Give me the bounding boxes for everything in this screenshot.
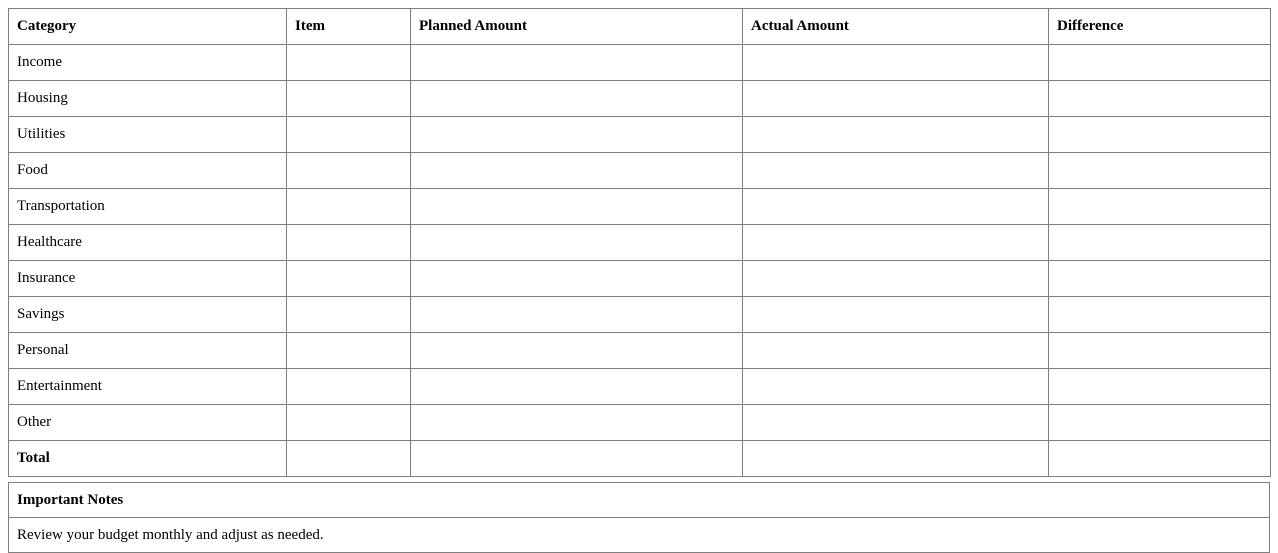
table-row	[9, 369, 1271, 405]
table-row	[9, 297, 1271, 333]
cell-category: Utilities	[9, 117, 287, 153]
cell-actual-amount[interactable]	[743, 153, 1049, 189]
cell-item[interactable]	[287, 153, 411, 189]
cell-item[interactable]	[287, 81, 411, 117]
table-row	[9, 45, 1271, 81]
cell-actual-amount[interactable]	[743, 297, 1049, 333]
cell-difference[interactable]	[1049, 189, 1271, 225]
table-row	[9, 261, 1271, 297]
cell-actual-amount[interactable]	[743, 369, 1049, 405]
total-row	[9, 441, 1271, 477]
cell-actual-amount[interactable]	[743, 189, 1049, 225]
header-actual-amount: Actual Amount	[743, 9, 1049, 45]
cell-planned-amount[interactable]	[411, 333, 743, 369]
cell-category: Personal	[9, 333, 287, 369]
cell-category: Healthcare	[9, 225, 287, 261]
cell-category: Entertainment	[9, 369, 287, 405]
budget-header-row	[9, 9, 1271, 45]
table-row	[9, 81, 1271, 117]
cell-planned-amount[interactable]	[411, 45, 743, 81]
cell-item[interactable]	[287, 117, 411, 153]
cell-planned-amount[interactable]	[411, 117, 743, 153]
cell-actual-amount[interactable]	[743, 225, 1049, 261]
table-row	[9, 333, 1271, 369]
notes-body-row	[9, 518, 1270, 553]
cell-actual-amount[interactable]	[743, 261, 1049, 297]
cell-difference[interactable]	[1049, 261, 1271, 297]
cell-item[interactable]	[287, 189, 411, 225]
total-difference[interactable]	[1049, 441, 1271, 477]
cell-difference[interactable]	[1049, 297, 1271, 333]
header-difference: Difference	[1049, 9, 1271, 45]
cell-planned-amount[interactable]	[411, 189, 743, 225]
cell-category: Other	[9, 405, 287, 441]
cell-item[interactable]	[287, 45, 411, 81]
cell-planned-amount[interactable]	[411, 405, 743, 441]
cell-category: Savings	[9, 297, 287, 333]
cell-planned-amount[interactable]	[411, 369, 743, 405]
cell-actual-amount[interactable]	[743, 405, 1049, 441]
table-row	[9, 153, 1271, 189]
cell-item[interactable]	[287, 297, 411, 333]
cell-category: Income	[9, 45, 287, 81]
cell-actual-amount[interactable]	[743, 45, 1049, 81]
header-planned-amount: Planned Amount	[411, 9, 743, 45]
cell-category: Food	[9, 153, 287, 189]
cell-difference[interactable]	[1049, 369, 1271, 405]
cell-planned-amount[interactable]	[411, 81, 743, 117]
cell-planned-amount[interactable]	[411, 153, 743, 189]
cell-planned-amount[interactable]	[411, 225, 743, 261]
notes-title: Important Notes	[9, 483, 1270, 518]
cell-actual-amount[interactable]	[743, 117, 1049, 153]
table-row	[9, 225, 1271, 261]
cell-category: Housing	[9, 81, 287, 117]
total-actual-amount[interactable]	[743, 441, 1049, 477]
cell-difference[interactable]	[1049, 117, 1271, 153]
cell-category: Insurance	[9, 261, 287, 297]
cell-actual-amount[interactable]	[743, 333, 1049, 369]
cell-item[interactable]	[287, 261, 411, 297]
table-row	[9, 405, 1271, 441]
cell-difference[interactable]	[1049, 225, 1271, 261]
cell-item[interactable]	[287, 333, 411, 369]
total-planned-amount[interactable]	[411, 441, 743, 477]
cell-item[interactable]	[287, 225, 411, 261]
notes-table	[8, 482, 1270, 553]
total-item[interactable]	[287, 441, 411, 477]
total-category: Total	[9, 441, 287, 477]
header-category: Category	[9, 9, 287, 45]
table-row	[9, 117, 1271, 153]
notes-header-row	[9, 483, 1270, 518]
notes-text: Review your budget monthly and adjust as needed.	[9, 518, 1270, 553]
header-item: Item	[287, 9, 411, 45]
table-row	[9, 189, 1271, 225]
cell-difference[interactable]	[1049, 81, 1271, 117]
cell-item[interactable]	[287, 405, 411, 441]
cell-difference[interactable]	[1049, 405, 1271, 441]
cell-planned-amount[interactable]	[411, 261, 743, 297]
cell-actual-amount[interactable]	[743, 81, 1049, 117]
cell-difference[interactable]	[1049, 45, 1271, 81]
cell-difference[interactable]	[1049, 153, 1271, 189]
cell-item[interactable]	[287, 369, 411, 405]
cell-difference[interactable]	[1049, 333, 1271, 369]
cell-planned-amount[interactable]	[411, 297, 743, 333]
budget-table	[8, 8, 1271, 477]
cell-category: Transportation	[9, 189, 287, 225]
